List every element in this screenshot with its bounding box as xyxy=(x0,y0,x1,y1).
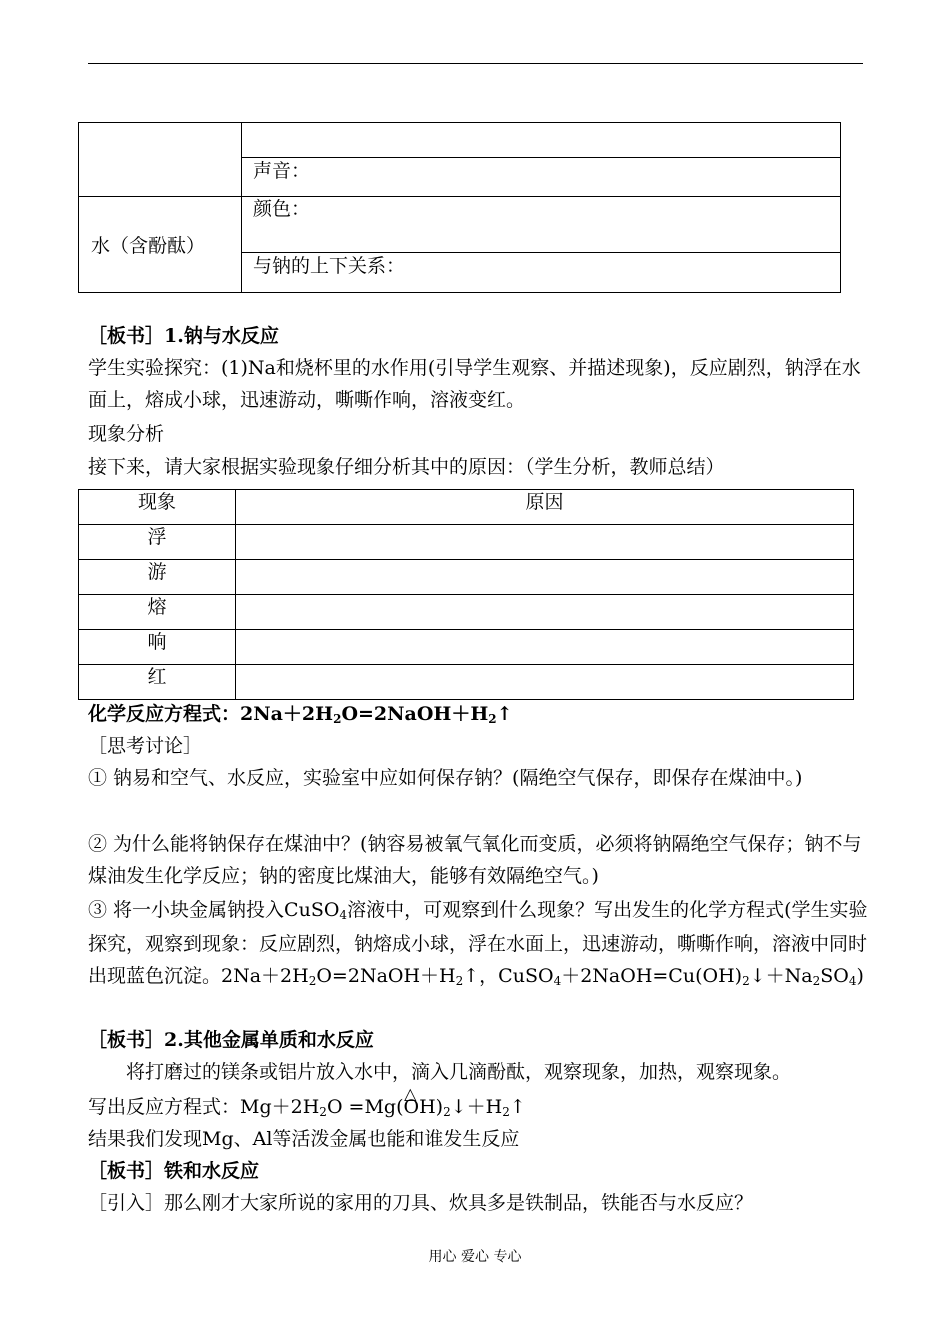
discussion-q3: ③ 将一小块金属钠投入CuSO$_4$溶液中，可观察到什么现象？写出发生的化学方程式(学生实验探究，观察到现象：反应剧烈，钠熔成小球，浮在水面上，迅速游动，嘶嘶作响，溶液中同时出现蓝色沉淀。$2Na+2H_2O=2NaOH+H_2↑$，$CuSO_4+2NaOH=Cu(OH)_2↓+Na_2SO_4$) xyxy=(88,899,868,988)
phenomenon-cell: 红 xyxy=(79,665,236,700)
table-row xyxy=(79,595,854,630)
blank-label-cell xyxy=(79,123,242,197)
reaction-equation: 化学反应方程式：$2Na+2H_2O=2NaOH+H_2↑$ xyxy=(88,703,513,726)
table-row xyxy=(79,665,854,700)
phenomenon-cell: 浮 xyxy=(79,525,236,560)
phenomenon-cell: 游 xyxy=(79,560,236,595)
section2-equation: 写出反应方程式：$Mg+2H_2O$ =Mg△ $(OH)_2↓+H_2↑$ xyxy=(88,1091,868,1125)
table-header-row xyxy=(79,490,854,525)
position-cell: 与钠的上下关系： xyxy=(242,253,841,293)
section3-heading: ［板书］铁和水反应 xyxy=(88,1160,260,1182)
table-row xyxy=(79,630,854,665)
analysis-intro: 接下来，请大家根据实验现象仔细分析其中的原因：（学生分析，教师总结） xyxy=(88,456,725,478)
observation-table xyxy=(78,122,841,293)
header-phenomenon: 现象 xyxy=(79,490,236,525)
reason-cell xyxy=(236,595,854,630)
table-row xyxy=(79,525,854,560)
page-footer: 用心 爱心 专心 xyxy=(428,1249,522,1265)
discussion-q1: ① 钠易和空气、水反应，实验室中应如何保存钠？(隔绝空气保存，即保存在煤油中。) xyxy=(88,767,803,789)
color-cell: 颜色： xyxy=(242,197,841,253)
phenomenon-cell: 响 xyxy=(79,630,236,665)
header-rule xyxy=(88,63,863,64)
blank-cell xyxy=(242,123,841,158)
section2-text: 将打磨过的镁条或铝片放入水中，滴入几滴酚酞，观察现象，加热，观察现象。 xyxy=(126,1061,792,1083)
table-row xyxy=(79,560,854,595)
equation-label: 化学反应方程式： xyxy=(88,703,241,725)
reason-cell xyxy=(236,560,854,595)
reason-cell xyxy=(236,525,854,560)
discussion-q2: ② 为什么能将钠保存在煤油中？(钠容易被氧气氧化而变质，必须将钠隔绝空气保存；钠不与煤油发生化学反应；钠的密度比煤油大，能够有效隔绝空气。) xyxy=(88,833,862,887)
section1-heading: ［板书］1.钠与水反应 xyxy=(88,325,279,347)
phenomenon-table xyxy=(78,489,854,700)
phenomenon-cell: 熔 xyxy=(79,595,236,630)
reason-cell xyxy=(236,630,854,665)
gas-arrow-icon: ↑ xyxy=(496,703,513,725)
reason-cell xyxy=(236,665,854,700)
section2-heading: ［板书］2.其他金属单质和水反应 xyxy=(88,1029,374,1051)
analysis-title: 现象分析 xyxy=(88,423,165,445)
section2-conclusion: 结果我们发现Mg、Al等活泼金属也能和谁发生反应 xyxy=(88,1128,520,1150)
water-label-cell: 水（含酚酞） xyxy=(79,197,242,293)
heating-triangle-icon: △ (OH) xyxy=(396,1091,443,1123)
sound-cell: 声音： xyxy=(242,158,841,197)
discussion-title: ［思考讨论］ xyxy=(88,735,203,757)
section3-intro: ［引入］那么刚才大家所说的家用的刀具、炊具多是铁制品，铁能否与水反应？ xyxy=(88,1192,754,1214)
header-reason: 原因 xyxy=(236,490,854,525)
experiment-text: 学生实验探究：(1)Na和烧杯里的水作用(引导学生观察、并描述现象)，反应剧烈，钠浮在水面上，熔成小球，迅速游动，嘶嘶作响，溶液变红。 xyxy=(88,357,861,411)
